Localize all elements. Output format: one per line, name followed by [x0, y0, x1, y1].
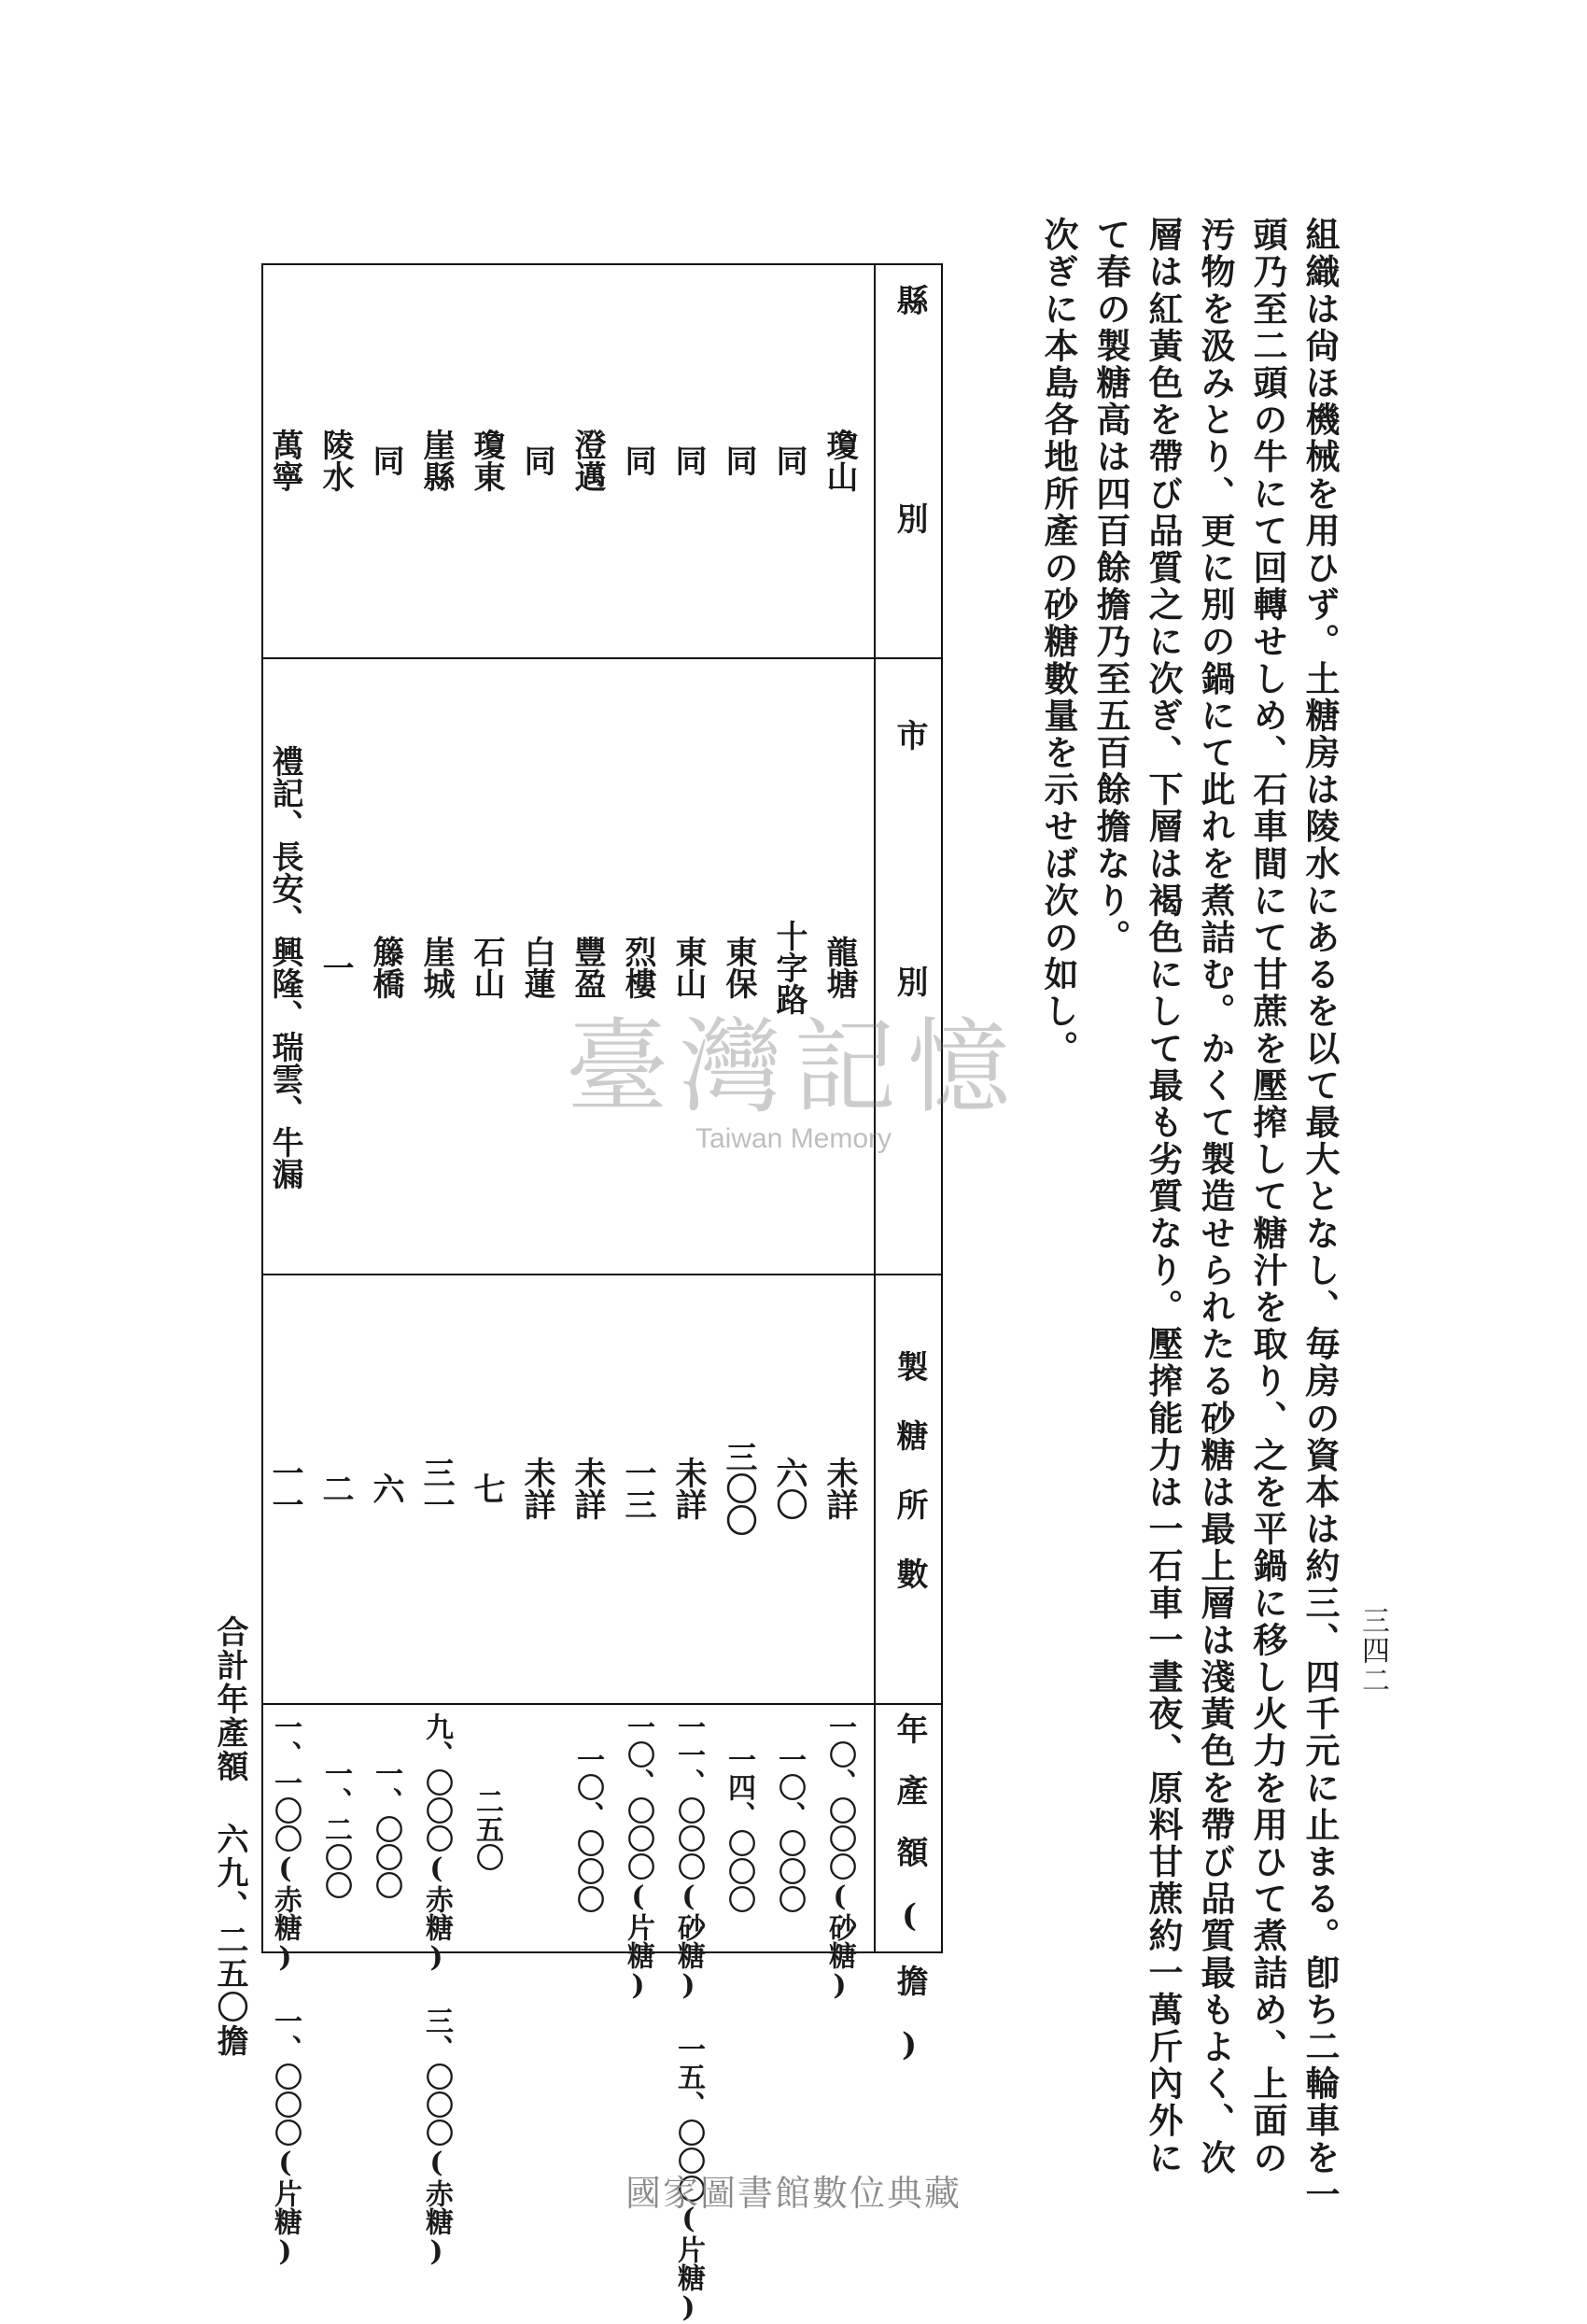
cell-count: 七 [468, 1472, 505, 1504]
cell-city: 十字路 [770, 920, 808, 1015]
body-line-5: て春の製糖高は四百餘擔乃至五百餘擔なり。 [1090, 217, 1131, 956]
cell-city: 禮記、長安、興隆、瑞雲、牛漏 [266, 745, 303, 1190]
footer-source: 國家圖書館數位典藏 [625, 2173, 962, 2214]
cell-city: 石山 [468, 936, 505, 999]
cell-county: 同 [720, 444, 757, 476]
cell-county: 同 [367, 444, 404, 476]
cell-city: 龍塘 [821, 936, 858, 999]
cell-production: 一一、〇〇〇(砂糖) 一五、〇〇〇(片糖) [672, 1712, 705, 2324]
cell-count: 三一 [417, 1457, 455, 1520]
cell-production: 一〇、〇〇〇 [571, 1745, 604, 1913]
cell-city: 籐橋 [367, 936, 404, 999]
total-production: 合計年產額 六九、二五〇擔 [211, 1615, 248, 2058]
cell-production: 一四、〇〇〇 [723, 1745, 755, 1913]
cell-county: 同 [669, 444, 707, 476]
cell-production: 二五〇 [470, 1787, 503, 1871]
cell-count: 未詳 [518, 1457, 555, 1520]
watermark-logo-text: 臺灣記憶 [566, 1007, 1021, 1127]
cell-city: 白蓮 [518, 936, 555, 999]
body-line-1: 組織は尙ほ機械を用ひず。土糖房は陵水にあるを以て最大となし、毎房の資本は約三、四千元に止まる。卽ち二輪車を一 [1299, 217, 1341, 2214]
cell-count: 未詳 [569, 1457, 606, 1520]
cell-production: 一、二〇〇 [319, 1759, 352, 1899]
cell-count: 一一 [266, 1457, 303, 1520]
body-line-4: 層は紅黃色を帶び品質之に次ぎ、下層は褐色にして最も劣質なり。壓搾能力は一石車一晝夜、原料甘蔗約一萬斤內外に [1143, 217, 1184, 2176]
body-line-2: 頭乃至二頭の牛にて回轉せしめ、石車間にて甘蔗を壓搾して糖汁を取り、之を平鍋に移し火力を用ひて煮詰め、上面の [1247, 217, 1288, 2176]
cell-production: 一〇、〇〇〇(砂糖) [823, 1712, 856, 2002]
cell-city: 豐盈 [569, 936, 606, 999]
cell-production: 一〇、〇〇〇(片糖) [622, 1712, 654, 2002]
cell-county: 瓊東 [468, 429, 505, 492]
body-line-3: 汚物を汲みとり、更に別の鍋にて此れを煮詰む。かくて製造せられたる砂糖は最上層は淺黃色を帶び品質最もよく、次 [1195, 217, 1236, 2176]
cell-production [514, 1712, 559, 1946]
cell-county: 陵水 [316, 429, 354, 492]
watermark-english: Taiwan Memory [695, 1123, 892, 1154]
cell-production: 一〇、〇〇〇 [773, 1745, 806, 1913]
cell-count: 三〇〇 [720, 1441, 757, 1536]
cell-production: 一、一〇〇(赤糖) 一、〇〇〇(片糖) [269, 1712, 302, 2268]
cell-production: 九、〇〇〇(赤糖) 三、〇〇〇(赤糖) [420, 1712, 453, 2268]
cell-city: 烈樓 [619, 936, 656, 999]
cell-county: 萬寧 [266, 429, 303, 492]
header-count: 製糖所數 [891, 1350, 928, 1627]
header-county: 縣別 [891, 284, 928, 721]
cell-county: 崖縣 [417, 429, 455, 492]
header-production: 年產額(擔) [891, 1712, 928, 2093]
table-header [874, 265, 941, 2093]
cell-county: 澄邁 [569, 429, 606, 492]
cell-count: 一三 [619, 1457, 656, 1520]
cell-count: 六 [367, 1472, 404, 1504]
cell-city: 東山 [669, 936, 707, 999]
cell-city: 崖城 [417, 936, 455, 999]
cell-production: 一、〇〇〇 [370, 1759, 402, 1899]
body-line-6: 次ぎに本島各地所產の砂糖數量を示せば次の如し。 [1038, 217, 1079, 1067]
cell-city: 東保 [720, 936, 757, 999]
cell-count: 二 [316, 1472, 354, 1504]
cell-county: 同 [619, 444, 656, 476]
page-number: 三四二 [1356, 1606, 1389, 1696]
cell-county: 同 [770, 444, 808, 476]
cell-county: 瓊山 [821, 429, 858, 492]
cell-count: 未詳 [821, 1457, 858, 1520]
cell-count: 六〇 [770, 1457, 808, 1520]
cell-city: 一 [316, 951, 354, 983]
header-city: 市別 [891, 719, 928, 1212]
cell-county: 同 [518, 444, 555, 476]
cell-count: 未詳 [669, 1457, 707, 1520]
